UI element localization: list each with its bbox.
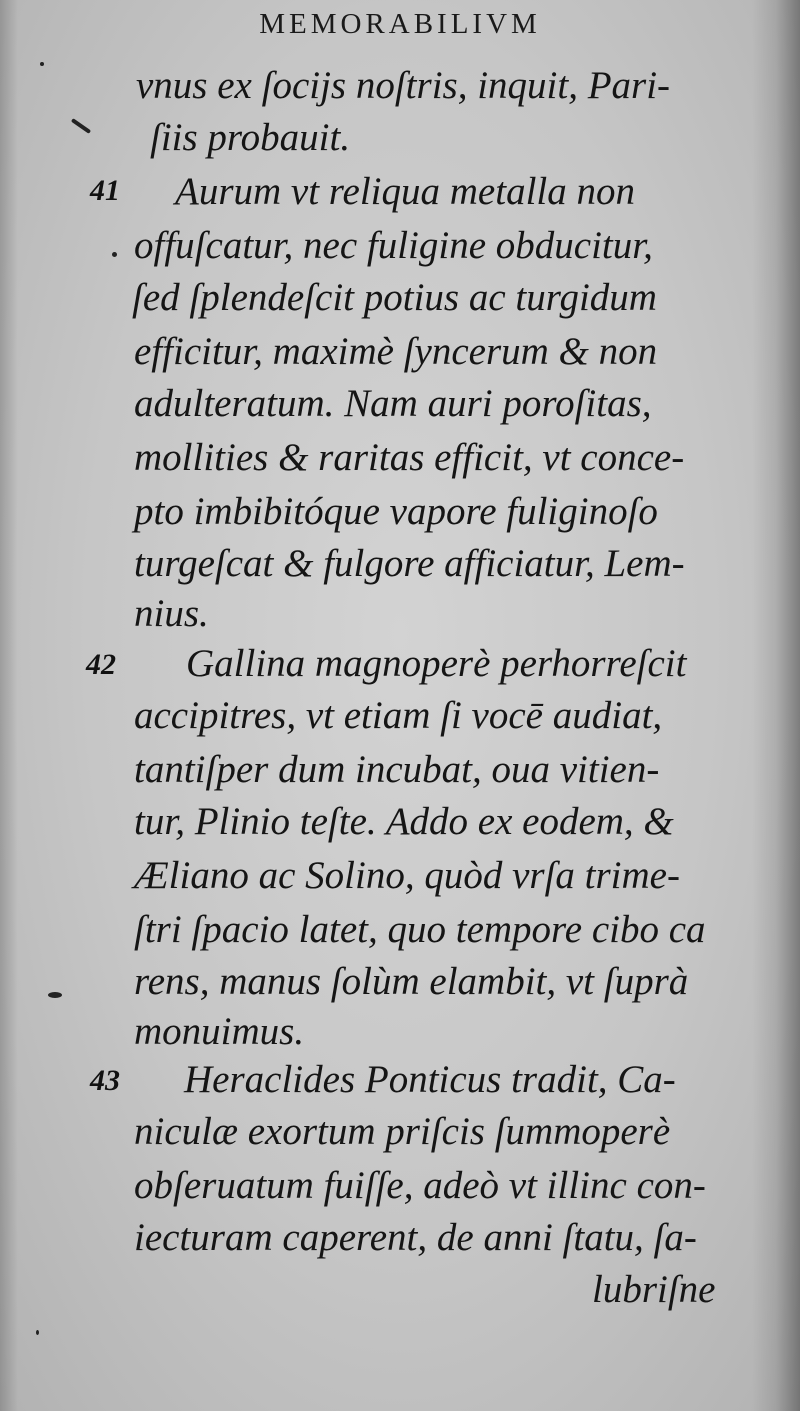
text-line: obſeruatum fuiſſe, adeò vt illinc con- xyxy=(134,1164,706,1207)
entry-number: 41 xyxy=(90,174,120,207)
text-line: Æliano ac Solino, quòd vrſa trime- xyxy=(134,854,680,897)
text-line: lubriſne xyxy=(592,1268,716,1311)
text-line: offuſcatur, nec fuligine obducitur, xyxy=(134,224,653,267)
text-line: pto imbibitóque vapore fuliginoſo xyxy=(134,490,658,533)
text-line: ſiis probauit. xyxy=(150,116,351,159)
text-line: mollities & raritas efficit, vt conce- xyxy=(134,436,685,479)
ink-speck xyxy=(40,62,44,66)
text-line: turgeſcat & fulgore afficiatur, Lem- xyxy=(134,542,685,585)
ink-speck xyxy=(48,992,62,998)
text-line: tantiſper dum incubat, oua vitien- xyxy=(134,748,660,791)
text-line: Gallina magnoperè perhorreſcit xyxy=(186,642,687,685)
text-line: Heraclides Ponticus tradit, Ca- xyxy=(184,1058,676,1101)
text-line: efficitur, maximè ſyncerum & non xyxy=(134,330,658,373)
text-line: vnus ex ſocijs noſtris, inquit, Pari- xyxy=(136,64,671,107)
ink-speck xyxy=(112,252,117,257)
entry-number: 42 xyxy=(86,648,116,681)
ink-speck xyxy=(36,1330,39,1335)
page-edge-shadow xyxy=(0,0,18,1411)
text-line: niculæ exortum priſcis ſummoperè xyxy=(134,1110,671,1153)
ink-speck xyxy=(71,118,91,134)
text-line: rens, manus ſolùm elambit, vt ſuprà xyxy=(134,960,689,1003)
text-line: monuimus. xyxy=(134,1010,305,1053)
running-head: MEMORABILIVM xyxy=(259,8,541,40)
text-line: adulteratum. Nam auri poroſitas, xyxy=(134,382,652,425)
text-line: tur, Plinio teſte. Addo ex eodem, & xyxy=(134,800,674,843)
text-line: ſtri ſpacio latet, quo tempore cibo ca xyxy=(134,908,706,951)
text-line: iecturam caperent, de anni ſtatu, ſa- xyxy=(134,1216,697,1259)
text-line: nius. xyxy=(134,592,209,635)
text-line: ſed ſplendeſcit potius ac turgidum xyxy=(132,276,657,319)
text-line: accipitres, vt etiam ſi vocē audiat, xyxy=(134,694,663,737)
gutter-shadow xyxy=(752,0,800,1411)
text-line: Aurum vt reliqua metalla non xyxy=(175,170,636,213)
entry-number: 43 xyxy=(90,1064,120,1097)
